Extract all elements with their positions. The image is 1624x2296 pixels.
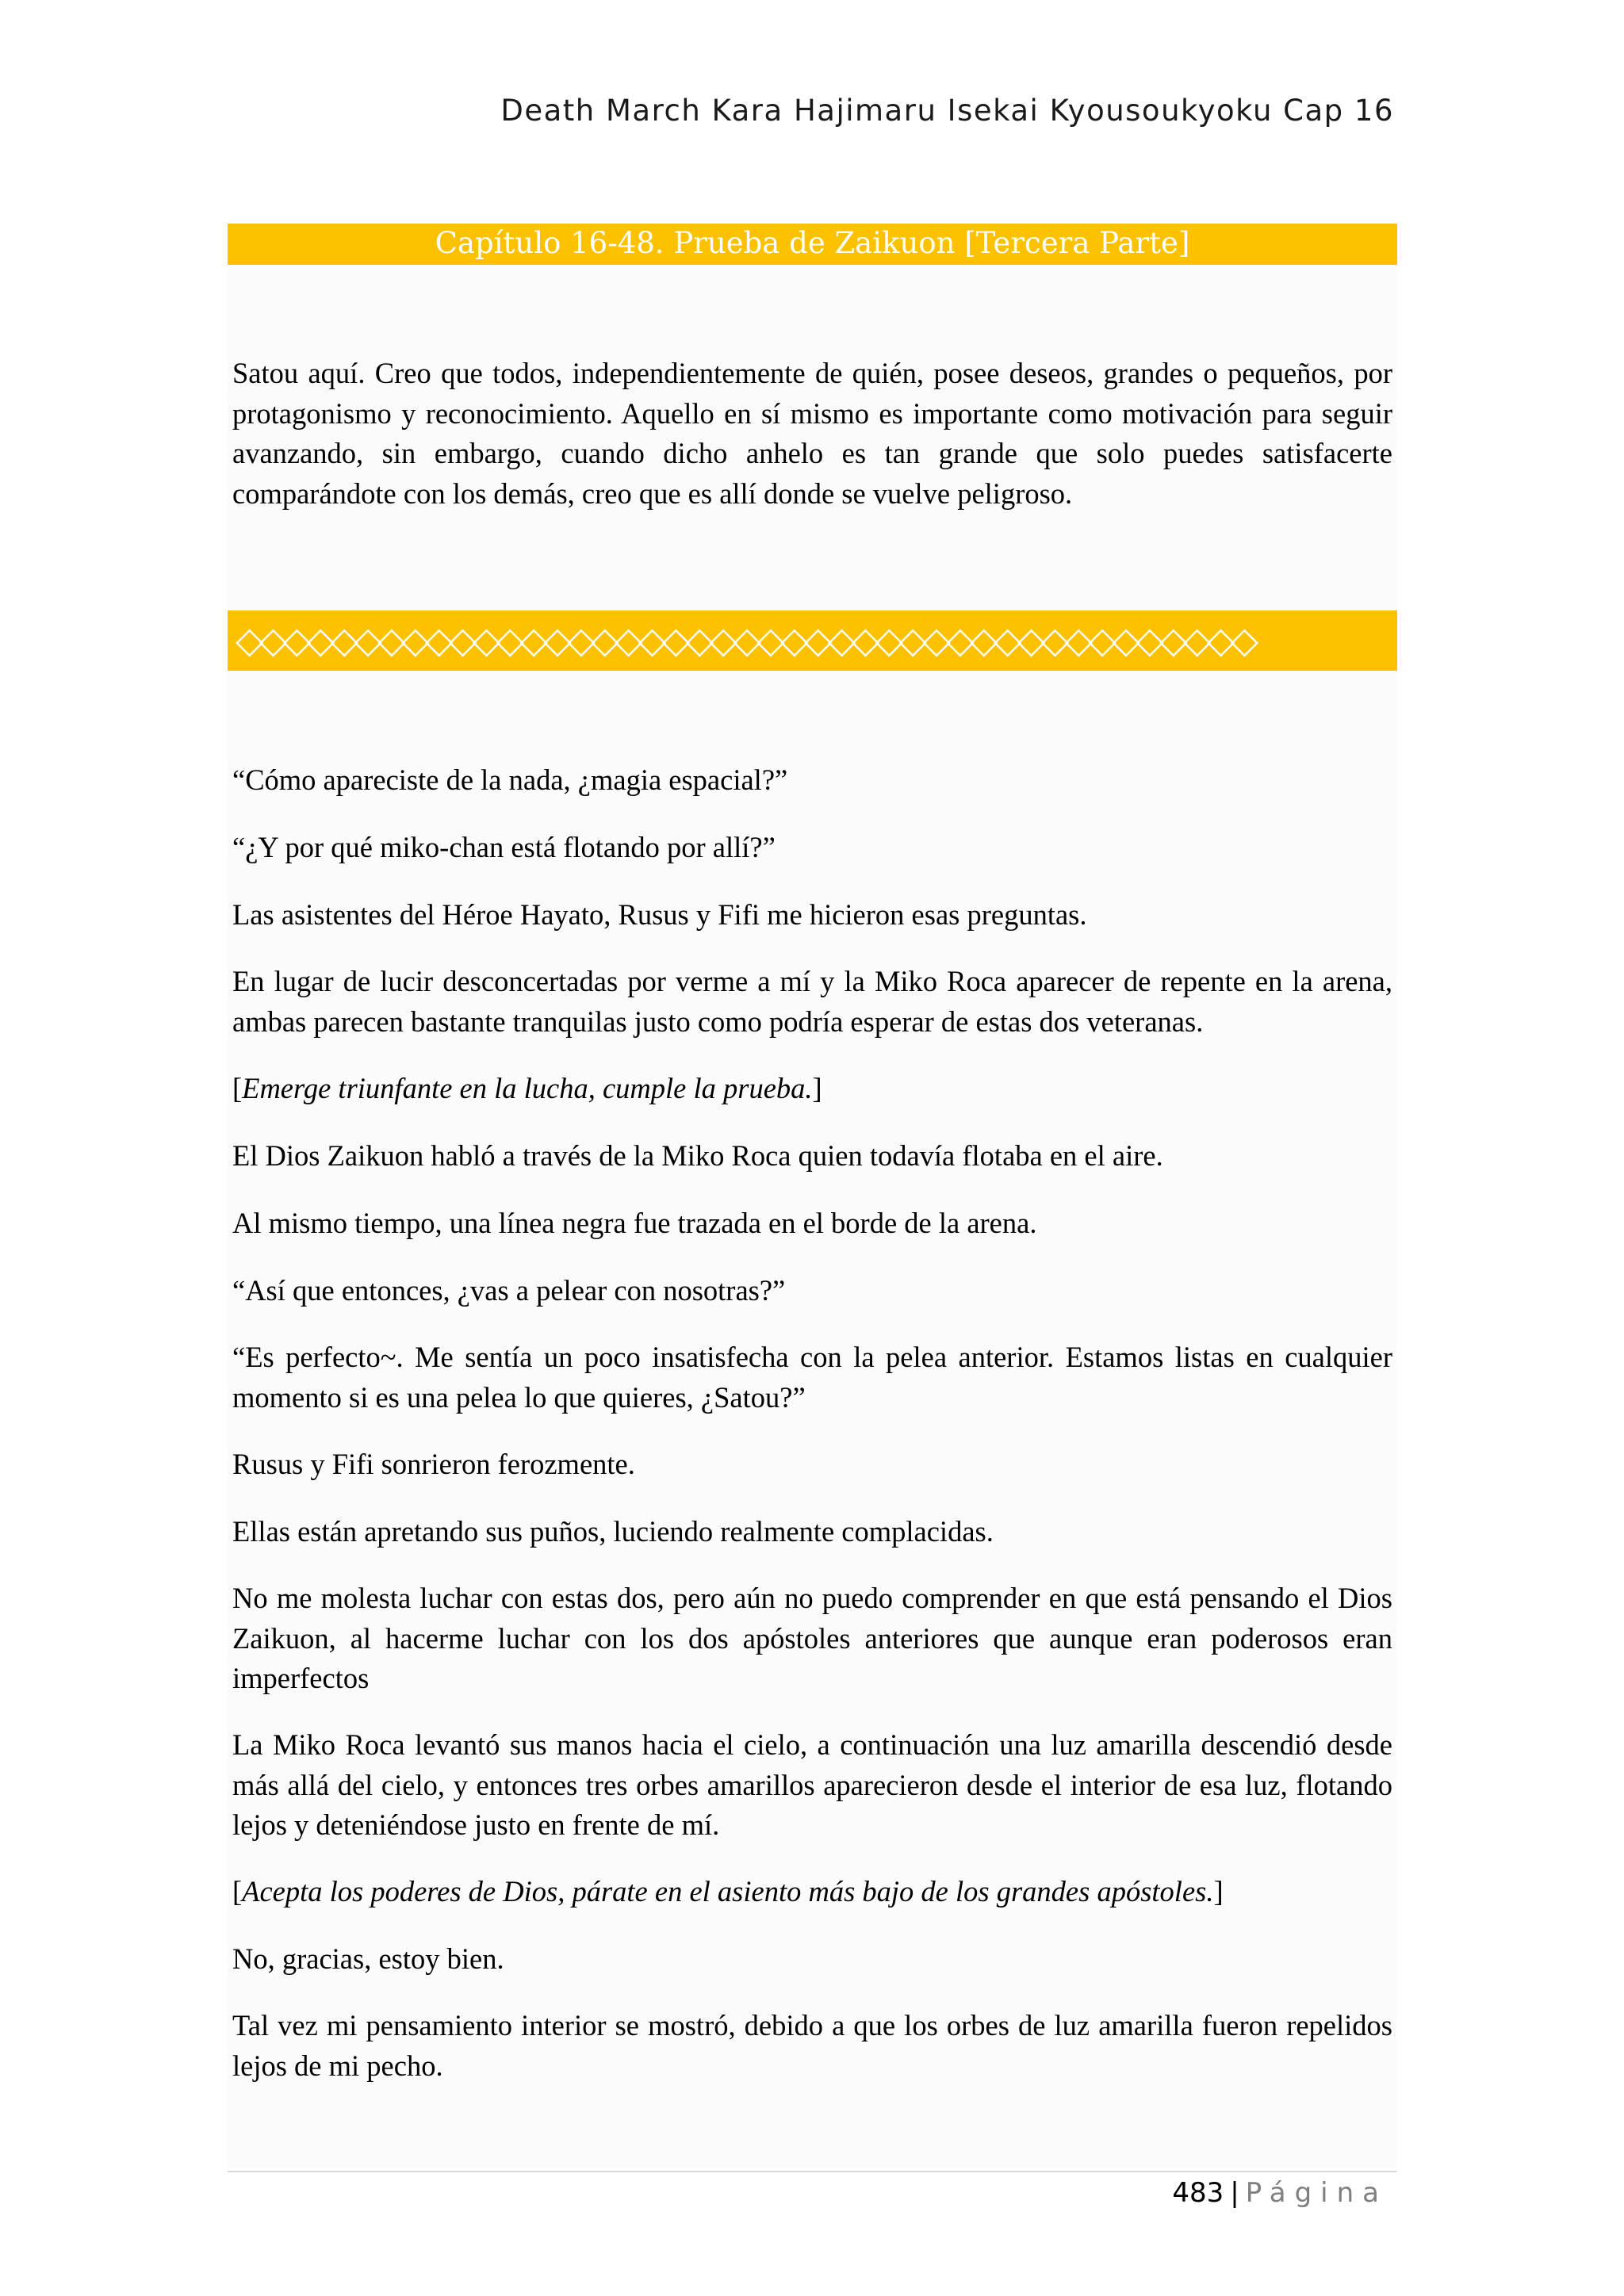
paragraph: Las asistentes del Héroe Hayato, Rusus y Fifi me hicieron esas preguntas. (232, 898, 1087, 931)
paragraph: “Es perfecto~. Me sentía un poco insatisfecha con la pelea anterior. Estamos listas en cualquier momento si es una pelea lo que quieres, ¿Satou?” (232, 1341, 1392, 1414)
scene-divider-band (228, 610, 1397, 671)
paragraph: No me molesta luchar con estas dos, pero aún no puedo comprender en que está pensando el Dios Zaikuon, al hacerme luchar con los dos apóstoles anteriores que aunque eran poderosos eran imperfectos (232, 1582, 1392, 1694)
paragraph-divine-speech (232, 1069, 1392, 1109)
paragraph: “Cómo apareciste de la nada, ¿magia espacial?” (232, 763, 788, 796)
bracket-close: ] (812, 1072, 822, 1104)
bracket-close: ] (1213, 1875, 1224, 1908)
paragraph: “Así que entonces, ¿vas a pelear con nosotras?” (232, 1274, 786, 1307)
paragraph: La Miko Roca levantó sus manos hacia el cielo, a continuación una luz amarilla descendió desde más allá del cielo, y entonces tres orbes amarillos aparecieron desde el interior de esa luz, flotando lejos y deteniéndose justo en frente de mí. (232, 1728, 1392, 1841)
diamond-divider-icon: ◇◇◇◇◇◇◇◇◇◇◇◇◇◇◇◇◇◇◇◇◇◇◇◇◇◇◇◇◇◇◇◇◇◇◇◇◇◇◇◇◇◇◇ (236, 618, 1254, 661)
divine-speech-text: Acepta los poderes de Dios, párate en el asiento más bajo de los grandes apóstoles. (242, 1875, 1214, 1908)
chapter-title-band (228, 224, 1397, 265)
page-number: 483 (1172, 2177, 1224, 2209)
paragraph: Ellas están apretando sus puños, luciendo realmente complacidas. (232, 1515, 994, 1548)
paragraph: Tal vez mi pensamiento interior se mostró, debido a que los orbes de luz amarilla fueron repelidos lejos de mi pecho. (232, 2009, 1392, 2082)
bracket-open: [ (232, 1875, 243, 1908)
paragraph: Al mismo tiempo, una línea negra fue trazada en el borde de la arena. (232, 1207, 1037, 1239)
paragraph: “¿Y por qué miko-chan está flotando por allí?” (232, 831, 776, 863)
paragraph: En lugar de lucir desconcertadas por verme a mí y la Miko Roca aparecer de repente en la arena, ambas parecen bastante tranquilas justo como podría esperar de estas dos veteranas. (232, 965, 1392, 1038)
footer-separator: | (1230, 2177, 1239, 2209)
paragraph-intro: Satou aquí. Creo que todos, independientemente de quién, posee deseos, grandes o pequeños, por protagonismo y reconocimiento. Aquello en sí mismo es importante como motivación para seguir avanzando, sin embargo, cuando dicho anhelo es tan grande que solo puedes satisfacerte comparándote con los demás, creo que es allí donde se vuelve peligroso. (232, 357, 1392, 510)
running-header: Death March Kara Hajimaru Isekai Kyousoukyoku Cap 16 (500, 94, 1394, 128)
footer-rule (228, 2171, 1397, 2172)
divine-speech-text: Emerge triunfante en la lucha, cumple la prueba. (242, 1072, 813, 1104)
paragraph: No, gracias, estoy bien. (232, 1942, 504, 1975)
paragraph-divine-speech (232, 1872, 1392, 1912)
bracket-open: [ (232, 1072, 243, 1104)
paragraph: El Dios Zaikuon habló a través de la Miko Roca quien todavía flotaba en el aire. (232, 1139, 1163, 1172)
paragraph: Rusus y Fifi sonrieron ferozmente. (232, 1448, 635, 1480)
page-footer (1172, 2177, 1388, 2209)
chapter-title: Capítulo 16-48. Prueba de Zaikuon [Tercera Parte] (435, 226, 1190, 260)
page-label: Página (1245, 2177, 1388, 2209)
